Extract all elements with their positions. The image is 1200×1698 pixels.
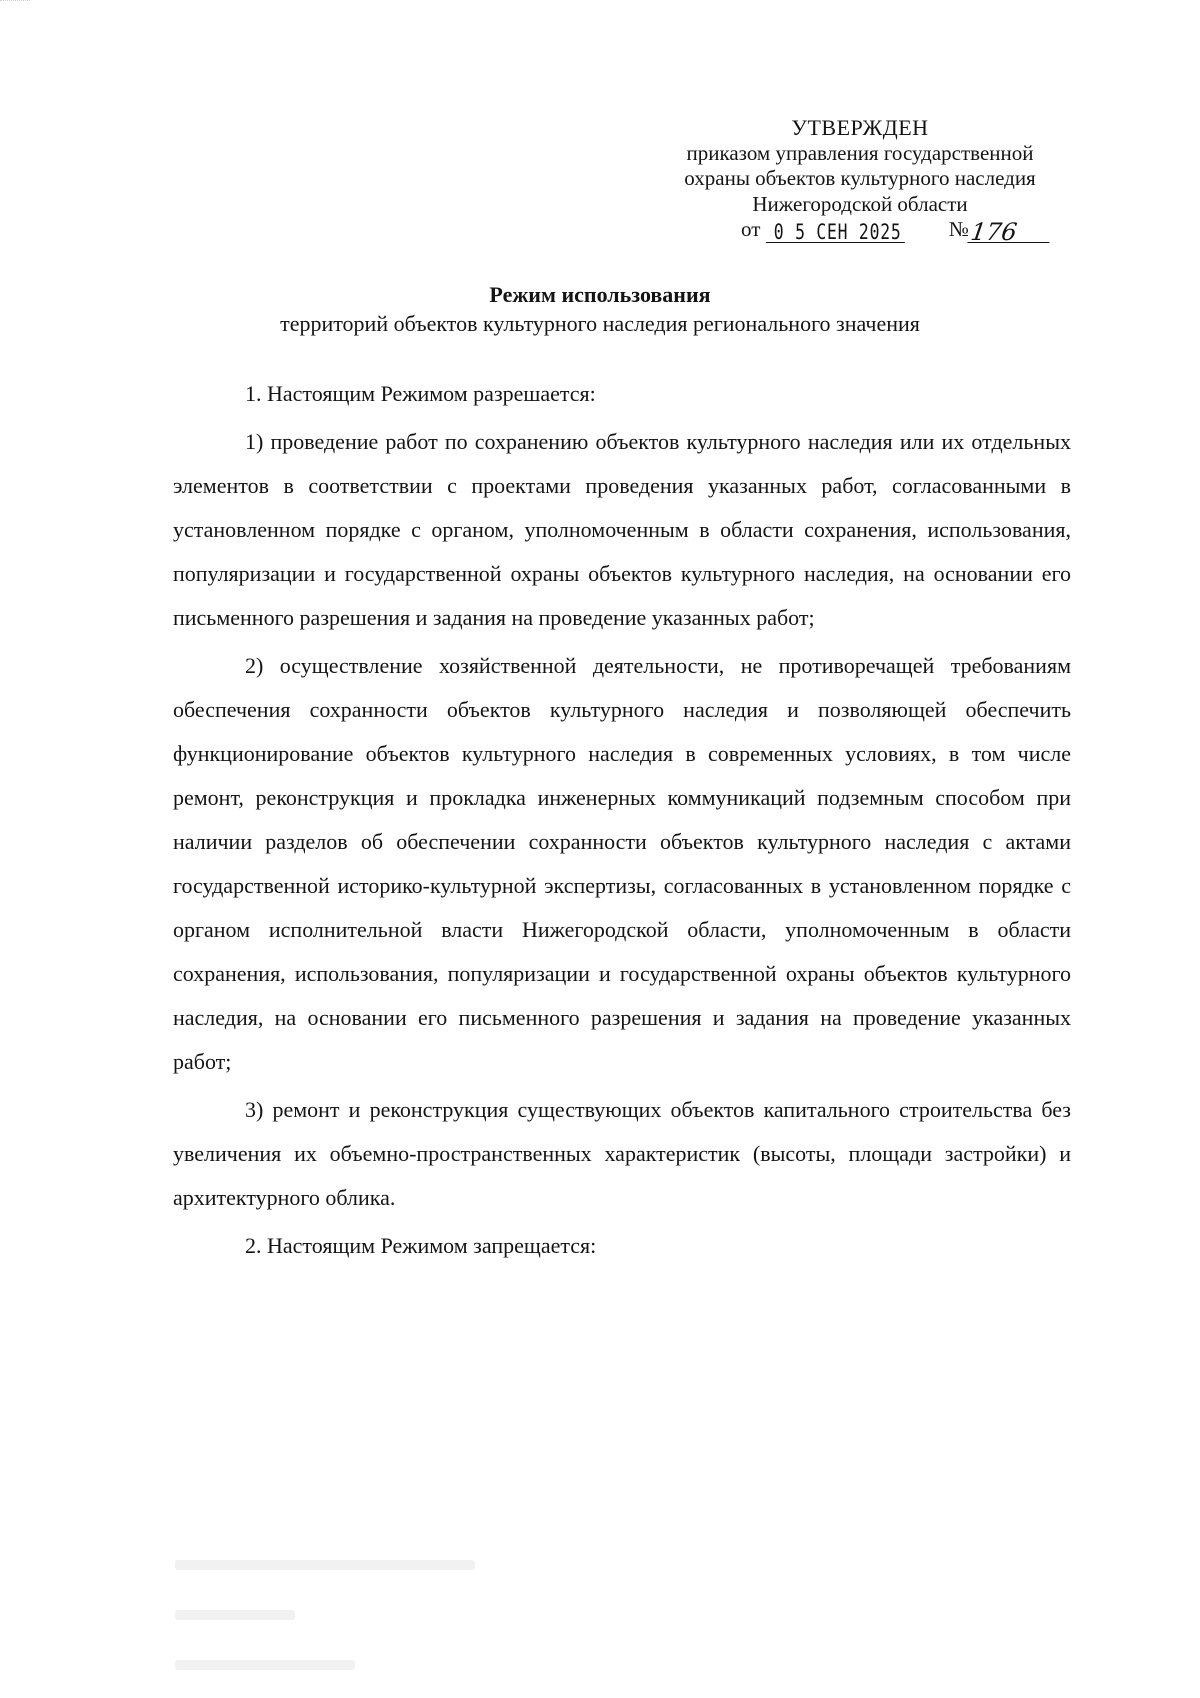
approval-line-3: Нижегородской области (752, 191, 968, 216)
date-prefix: от (741, 217, 761, 241)
bleed-through-line (175, 1560, 475, 1570)
order-number-handwritten: 176 (967, 220, 1052, 243)
approval-line-2: охраны объектов культурного наследия (684, 166, 1036, 190)
clause-1-2: 2) осуществление хозяйственной деятельности, не противоречащей требованиям обеспечения сохранности объектов культурного наследия и позволяющей обеспечить функционирование объектов культурного наследия в современных условиях, в том числе ремонт, реконструкция и прокладка инженерных коммуникаций подземным способом при наличии разделов об обеспечении сохранности объектов культурного наследия с актами государственной историко-культурной экспертизы, согласованных в установленном порядке с органом исполнительной власти Нижегородской области, уполномоченным в области сохранения, использования, популяризации и государственной охраны объектов культурного наследия, на основании его письменного разрешения и задания на проведение указанных работ; (173, 653, 1071, 1074)
approval-heading: УТВЕРЖДЕН (791, 115, 929, 140)
document-body (173, 372, 1071, 1268)
scan-artifact (0, 0, 30, 9)
document-title: Режим использования (489, 282, 711, 307)
clause-1-1: 1) проведение работ по сохранению объектов культурного наследия или их отдельных элементов в соответствии с проектами проведения указанных работ, согласованными в установленном порядке с органом, уполномоченным в области сохранения, использования, популяризации и государственной охраны объектов культурного наследия, на основании его письменного разрешения и задания на проведение указанных работ; (173, 429, 1071, 630)
section-2-heading: 2. Настоящим Режимом запрещается: (245, 1233, 597, 1258)
document-subtitle: территорий объектов культурного наследия регионального значения (280, 311, 920, 336)
order-date-stamp: 0 5 СЕН 2025 (766, 220, 905, 243)
number-prefix: № (948, 217, 969, 241)
section-1-heading: 1. Настоящим Режимом разрешается: (245, 381, 596, 406)
clause-1-3: 3) ремонт и реконструкция существующих объектов капитального строительства без увеличения их объемно-пространственных характеристик (высоты, площади застройки) и архитектурного облика. (173, 1097, 1071, 1210)
approval-line-1: приказом управления государственной (686, 140, 1034, 165)
bleed-through-line (175, 1610, 295, 1620)
bleed-through-line (175, 1660, 355, 1670)
document-title-block (0, 280, 1200, 338)
order-date-number-line (620, 217, 1100, 246)
approval-stamp-block (620, 115, 1100, 246)
